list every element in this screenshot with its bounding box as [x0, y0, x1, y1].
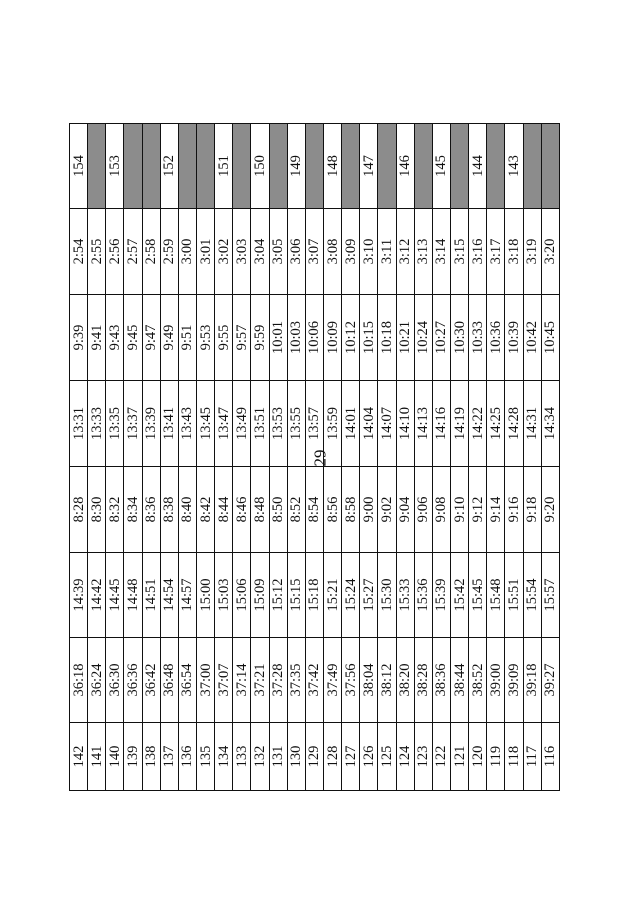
table-cell-last: 149 — [287, 124, 305, 209]
table-cell-num: 129 — [305, 723, 323, 791]
table-row — [505, 124, 523, 791]
table-cell-last — [196, 124, 214, 209]
table-cell-t1: 38:44 — [450, 638, 468, 723]
table-cell-last: 144 — [469, 124, 487, 209]
table-cell-t2: 15:15 — [287, 553, 305, 638]
table-cell-t5: 10:36 — [487, 295, 505, 381]
table-cell-t4: 13:31 — [70, 381, 88, 467]
table-cell-t1: 39:18 — [523, 638, 541, 723]
table-cell-t1: 36:48 — [160, 638, 178, 723]
table-cell-t3: 8:52 — [287, 467, 305, 553]
table-cell-t3: 8:46 — [233, 467, 251, 553]
table-cell-t6: 3:01 — [196, 209, 214, 295]
table-cell-t4: 14:22 — [469, 381, 487, 467]
table-cell-t6: 3:04 — [251, 209, 269, 295]
table-cell-t4: 13:55 — [287, 381, 305, 467]
table-cell-t1: 37:56 — [342, 638, 360, 723]
table-cell-t3: 9:12 — [469, 467, 487, 553]
table-row — [323, 124, 341, 791]
table-cell-num: 133 — [233, 723, 251, 791]
table-cell-t3: 9:16 — [505, 467, 523, 553]
table-row — [342, 124, 360, 791]
table-cell-t4: 14:10 — [396, 381, 414, 467]
table-cell-t6: 2:57 — [124, 209, 142, 295]
page-number-text: 29 — [310, 449, 329, 467]
table-row — [233, 124, 251, 791]
table-row — [541, 124, 559, 791]
table-cell-t2: 14:45 — [106, 553, 124, 638]
table-cell-t4: 14:07 — [378, 381, 396, 467]
table-cell-t5: 10:39 — [505, 295, 523, 381]
table-cell-t4: 13:49 — [233, 381, 251, 467]
table-cell-num: 135 — [196, 723, 214, 791]
table-cell-last — [305, 124, 323, 209]
table-cell-t6: 2:55 — [88, 209, 106, 295]
table-cell-t1: 39:00 — [487, 638, 505, 723]
table-cell-num: 128 — [323, 723, 341, 791]
table-cell-t5: 10:01 — [269, 295, 287, 381]
table-cell-num: 126 — [360, 723, 378, 791]
table-cell-t1: 36:18 — [70, 638, 88, 723]
table-cell-t3: 8:32 — [106, 467, 124, 553]
table-cell-last: 143 — [505, 124, 523, 209]
table-cell-t2: 15:27 — [360, 553, 378, 638]
table-cell-num: 118 — [505, 723, 523, 791]
table-cell-t1: 38:20 — [396, 638, 414, 723]
table-cell-t2: 15:42 — [450, 553, 468, 638]
table-cell-t2: 15:18 — [305, 553, 323, 638]
table-cell-t5: 10:24 — [414, 295, 432, 381]
table-cell-num: 116 — [541, 723, 559, 791]
table-cell-num: 137 — [160, 723, 178, 791]
table-cell-t1: 38:12 — [378, 638, 396, 723]
table-row — [269, 124, 287, 791]
table-cell-t6: 3:02 — [215, 209, 233, 295]
table-cell-t6: 3:14 — [432, 209, 450, 295]
table-cell-last — [378, 124, 396, 209]
table-cell-t1: 37:14 — [233, 638, 251, 723]
table-cell-t5: 10:27 — [432, 295, 450, 381]
table-cell-last — [523, 124, 541, 209]
table-cell-t3: 9:04 — [396, 467, 414, 553]
table-cell-num: 138 — [142, 723, 160, 791]
table-cell-t6: 3:06 — [287, 209, 305, 295]
table-cell-t3: 8:34 — [124, 467, 142, 553]
table-cell-t4: 13:59 — [323, 381, 341, 467]
table-cell-last: 150 — [251, 124, 269, 209]
table-cell-t4: 14:04 — [360, 381, 378, 467]
table-cell-last — [124, 124, 142, 209]
table-cell-t6: 3:08 — [323, 209, 341, 295]
table-cell-t1: 37:07 — [215, 638, 233, 723]
table-cell-t6: 3:18 — [505, 209, 523, 295]
table-cell-t3: 8:36 — [142, 467, 160, 553]
table-cell-last — [450, 124, 468, 209]
table-cell-t5: 9:43 — [106, 295, 124, 381]
table-cell-num: 124 — [396, 723, 414, 791]
table-cell-t2: 15:03 — [215, 553, 233, 638]
table-row — [178, 124, 196, 791]
table-cell-t4: 13:39 — [142, 381, 160, 467]
table-cell-t3: 8:58 — [342, 467, 360, 553]
table-cell-t6: 3:03 — [233, 209, 251, 295]
table-cell-t6: 3:19 — [523, 209, 541, 295]
table-container — [69, 124, 560, 791]
table-cell-t1: 36:24 — [88, 638, 106, 723]
table-cell-num: 122 — [432, 723, 450, 791]
table-body — [70, 124, 560, 791]
table-cell-t3: 8:56 — [323, 467, 341, 553]
table-cell-t5: 10:18 — [378, 295, 396, 381]
table-cell-t5: 9:39 — [70, 295, 88, 381]
table-cell-t5: 10:09 — [323, 295, 341, 381]
table-cell-t2: 14:57 — [178, 553, 196, 638]
table-cell-t4: 13:47 — [215, 381, 233, 467]
table-cell-t3: 8:28 — [70, 467, 88, 553]
pace-table — [69, 123, 560, 791]
table-cell-t6: 3:12 — [396, 209, 414, 295]
table-cell-t2: 15:36 — [414, 553, 432, 638]
table-row — [124, 124, 142, 791]
table-cell-t3: 9:14 — [487, 467, 505, 553]
table-cell-last: 147 — [360, 124, 378, 209]
table-cell-num: 123 — [414, 723, 432, 791]
table-row — [70, 124, 88, 791]
table-cell-t6: 2:59 — [160, 209, 178, 295]
table-cell-t2: 14:54 — [160, 553, 178, 638]
table-cell-t5: 9:57 — [233, 295, 251, 381]
table-cell-t3: 8:40 — [178, 467, 196, 553]
table-cell-t5: 9:53 — [196, 295, 214, 381]
table-cell-num: 136 — [178, 723, 196, 791]
table-cell-last — [88, 124, 106, 209]
table-cell-t2: 15:12 — [269, 553, 287, 638]
table-cell-t2: 15:30 — [378, 553, 396, 638]
table-cell-t3: 9:06 — [414, 467, 432, 553]
table-cell-t3: 9:00 — [360, 467, 378, 553]
table-cell-num: 117 — [523, 723, 541, 791]
table-cell-t3: 9:10 — [450, 467, 468, 553]
table-cell-t6: 2:58 — [142, 209, 160, 295]
table-cell-last: 152 — [160, 124, 178, 209]
table-cell-num: 140 — [106, 723, 124, 791]
table-cell-t2: 15:39 — [432, 553, 450, 638]
table-cell-t2: 15:06 — [233, 553, 251, 638]
table-cell-t4: 13:53 — [269, 381, 287, 467]
table-cell-last: 153 — [106, 124, 124, 209]
table-cell-num: 130 — [287, 723, 305, 791]
table-cell-t5: 10:12 — [342, 295, 360, 381]
table-row — [160, 124, 178, 791]
table-cell-t5: 10:06 — [305, 295, 323, 381]
table-cell-t4: 14:25 — [487, 381, 505, 467]
table-row — [305, 124, 323, 791]
table-cell-t5: 10:30 — [450, 295, 468, 381]
table-cell-num: 134 — [215, 723, 233, 791]
table-row — [487, 124, 505, 791]
table-cell-last — [487, 124, 505, 209]
table-cell-num: 125 — [378, 723, 396, 791]
table-cell-t2: 15:57 — [541, 553, 559, 638]
table-cell-t3: 9:02 — [378, 467, 396, 553]
table-cell-t6: 3:15 — [450, 209, 468, 295]
table-cell-t5: 10:33 — [469, 295, 487, 381]
table-cell-t2: 15:54 — [523, 553, 541, 638]
table-cell-last: 151 — [215, 124, 233, 209]
table-cell-last — [342, 124, 360, 209]
table-row — [287, 124, 305, 791]
table-cell-t4: 13:33 — [88, 381, 106, 467]
table-cell-t5: 9:45 — [124, 295, 142, 381]
table-cell-t5: 9:55 — [215, 295, 233, 381]
table-cell-t2: 15:00 — [196, 553, 214, 638]
table-cell-t2: 15:09 — [251, 553, 269, 638]
table-cell-t1: 39:09 — [505, 638, 523, 723]
table-cell-t2: 14:48 — [124, 553, 142, 638]
table-cell-t3: 8:48 — [251, 467, 269, 553]
table-row — [378, 124, 396, 791]
table-cell-t4: 14:16 — [432, 381, 450, 467]
table-cell-t5: 9:51 — [178, 295, 196, 381]
table-cell-t4: 14:13 — [414, 381, 432, 467]
table-cell-t1: 38:04 — [360, 638, 378, 723]
table-cell-t5: 10:42 — [523, 295, 541, 381]
table-cell-t1: 37:00 — [196, 638, 214, 723]
table-row — [396, 124, 414, 791]
table-cell-last: 148 — [323, 124, 341, 209]
table-row — [106, 124, 124, 791]
table-cell-last — [178, 124, 196, 209]
table-cell-num: 132 — [251, 723, 269, 791]
table-cell-last — [541, 124, 559, 209]
table-cell-last: 145 — [432, 124, 450, 209]
table-cell-t3: 8:44 — [215, 467, 233, 553]
table-cell-t6: 3:16 — [469, 209, 487, 295]
table-row — [142, 124, 160, 791]
table-cell-t1: 36:30 — [106, 638, 124, 723]
table-cell-t2: 15:33 — [396, 553, 414, 638]
rotated-table-wrapper — [69, 124, 560, 791]
table-cell-t4: 14:28 — [505, 381, 523, 467]
table-cell-num: 142 — [70, 723, 88, 791]
table-cell-t4: 14:19 — [450, 381, 468, 467]
table-cell-last — [142, 124, 160, 209]
table-cell-t6: 3:17 — [487, 209, 505, 295]
table-cell-last: 154 — [70, 124, 88, 209]
table-cell-t3: 8:50 — [269, 467, 287, 553]
table-cell-t6: 3:13 — [414, 209, 432, 295]
table-cell-t1: 37:49 — [323, 638, 341, 723]
table-cell-t6: 3:20 — [541, 209, 559, 295]
table-cell-t3: 9:20 — [541, 467, 559, 553]
table-cell-t1: 37:28 — [269, 638, 287, 723]
table-cell-t4: 13:43 — [178, 381, 196, 467]
table-cell-num: 127 — [342, 723, 360, 791]
table-cell-t3: 8:30 — [88, 467, 106, 553]
table-cell-t2: 15:45 — [469, 553, 487, 638]
table-cell-t5: 9:49 — [160, 295, 178, 381]
table-cell-t1: 38:28 — [414, 638, 432, 723]
table-cell-t5: 9:59 — [251, 295, 269, 381]
table-cell-num: 141 — [88, 723, 106, 791]
table-cell-t1: 36:36 — [124, 638, 142, 723]
table-cell-t2: 15:51 — [505, 553, 523, 638]
table-cell-t6: 3:11 — [378, 209, 396, 295]
table-cell-t5: 10:21 — [396, 295, 414, 381]
table-cell-t6: 3:05 — [269, 209, 287, 295]
table-cell-t3: 8:42 — [196, 467, 214, 553]
table-cell-t6: 3:09 — [342, 209, 360, 295]
table-cell-num: 119 — [487, 723, 505, 791]
table-cell-t3: 8:38 — [160, 467, 178, 553]
table-cell-t2: 14:51 — [142, 553, 160, 638]
table-cell-t3: 9:08 — [432, 467, 450, 553]
table-cell-last — [414, 124, 432, 209]
table-cell-t5: 9:41 — [88, 295, 106, 381]
table-cell-t1: 36:42 — [142, 638, 160, 723]
table-cell-t6: 3:00 — [178, 209, 196, 295]
table-cell-t6: 2:54 — [70, 209, 88, 295]
table-row — [432, 124, 450, 791]
table-cell-num: 131 — [269, 723, 287, 791]
table-cell-t1: 37:42 — [305, 638, 323, 723]
table-cell-t4: 13:41 — [160, 381, 178, 467]
table-cell-t2: 14:39 — [70, 553, 88, 638]
table-cell-t2: 15:48 — [487, 553, 505, 638]
table-row — [196, 124, 214, 791]
table-cell-t6: 3:10 — [360, 209, 378, 295]
table-cell-num: 139 — [124, 723, 142, 791]
table-cell-t4: 13:51 — [251, 381, 269, 467]
table-row — [360, 124, 378, 791]
table-cell-t4: 14:34 — [541, 381, 559, 467]
table-cell-last — [269, 124, 287, 209]
table-cell-t6: 2:56 — [106, 209, 124, 295]
table-cell-t1: 37:35 — [287, 638, 305, 723]
table-cell-num: 120 — [469, 723, 487, 791]
table-cell-t5: 10:45 — [541, 295, 559, 381]
table-row — [414, 124, 432, 791]
table-cell-t3: 9:18 — [523, 467, 541, 553]
table-cell-t6: 3:07 — [305, 209, 323, 295]
table-row — [88, 124, 106, 791]
table-cell-t1: 37:21 — [251, 638, 269, 723]
table-cell-t3: 8:54 — [305, 467, 323, 553]
table-cell-t5: 9:47 — [142, 295, 160, 381]
table-cell-t5: 10:15 — [360, 295, 378, 381]
table-cell-t4: 14:31 — [523, 381, 541, 467]
table-cell-t5: 10:03 — [287, 295, 305, 381]
table-cell-t4: 13:37 — [124, 381, 142, 467]
table-cell-t4: 14:01 — [342, 381, 360, 467]
table-cell-t1: 36:54 — [178, 638, 196, 723]
table-cell-t4: 13:35 — [106, 381, 124, 467]
table-cell-t4: 13:57 — [305, 381, 323, 467]
table-cell-t2: 15:21 — [323, 553, 341, 638]
table-cell-t2: 15:24 — [342, 553, 360, 638]
table-row — [251, 124, 269, 791]
table-cell-t2: 14:42 — [88, 553, 106, 638]
table-cell-t1: 38:36 — [432, 638, 450, 723]
table-cell-t4: 13:45 — [196, 381, 214, 467]
table-cell-t1: 39:27 — [541, 638, 559, 723]
table-row — [523, 124, 541, 791]
table-row — [469, 124, 487, 791]
table-cell-num: 121 — [450, 723, 468, 791]
table-cell-last — [233, 124, 251, 209]
table-row — [450, 124, 468, 791]
table-cell-t1: 38:52 — [469, 638, 487, 723]
table-row — [215, 124, 233, 791]
table-cell-last: 146 — [396, 124, 414, 209]
